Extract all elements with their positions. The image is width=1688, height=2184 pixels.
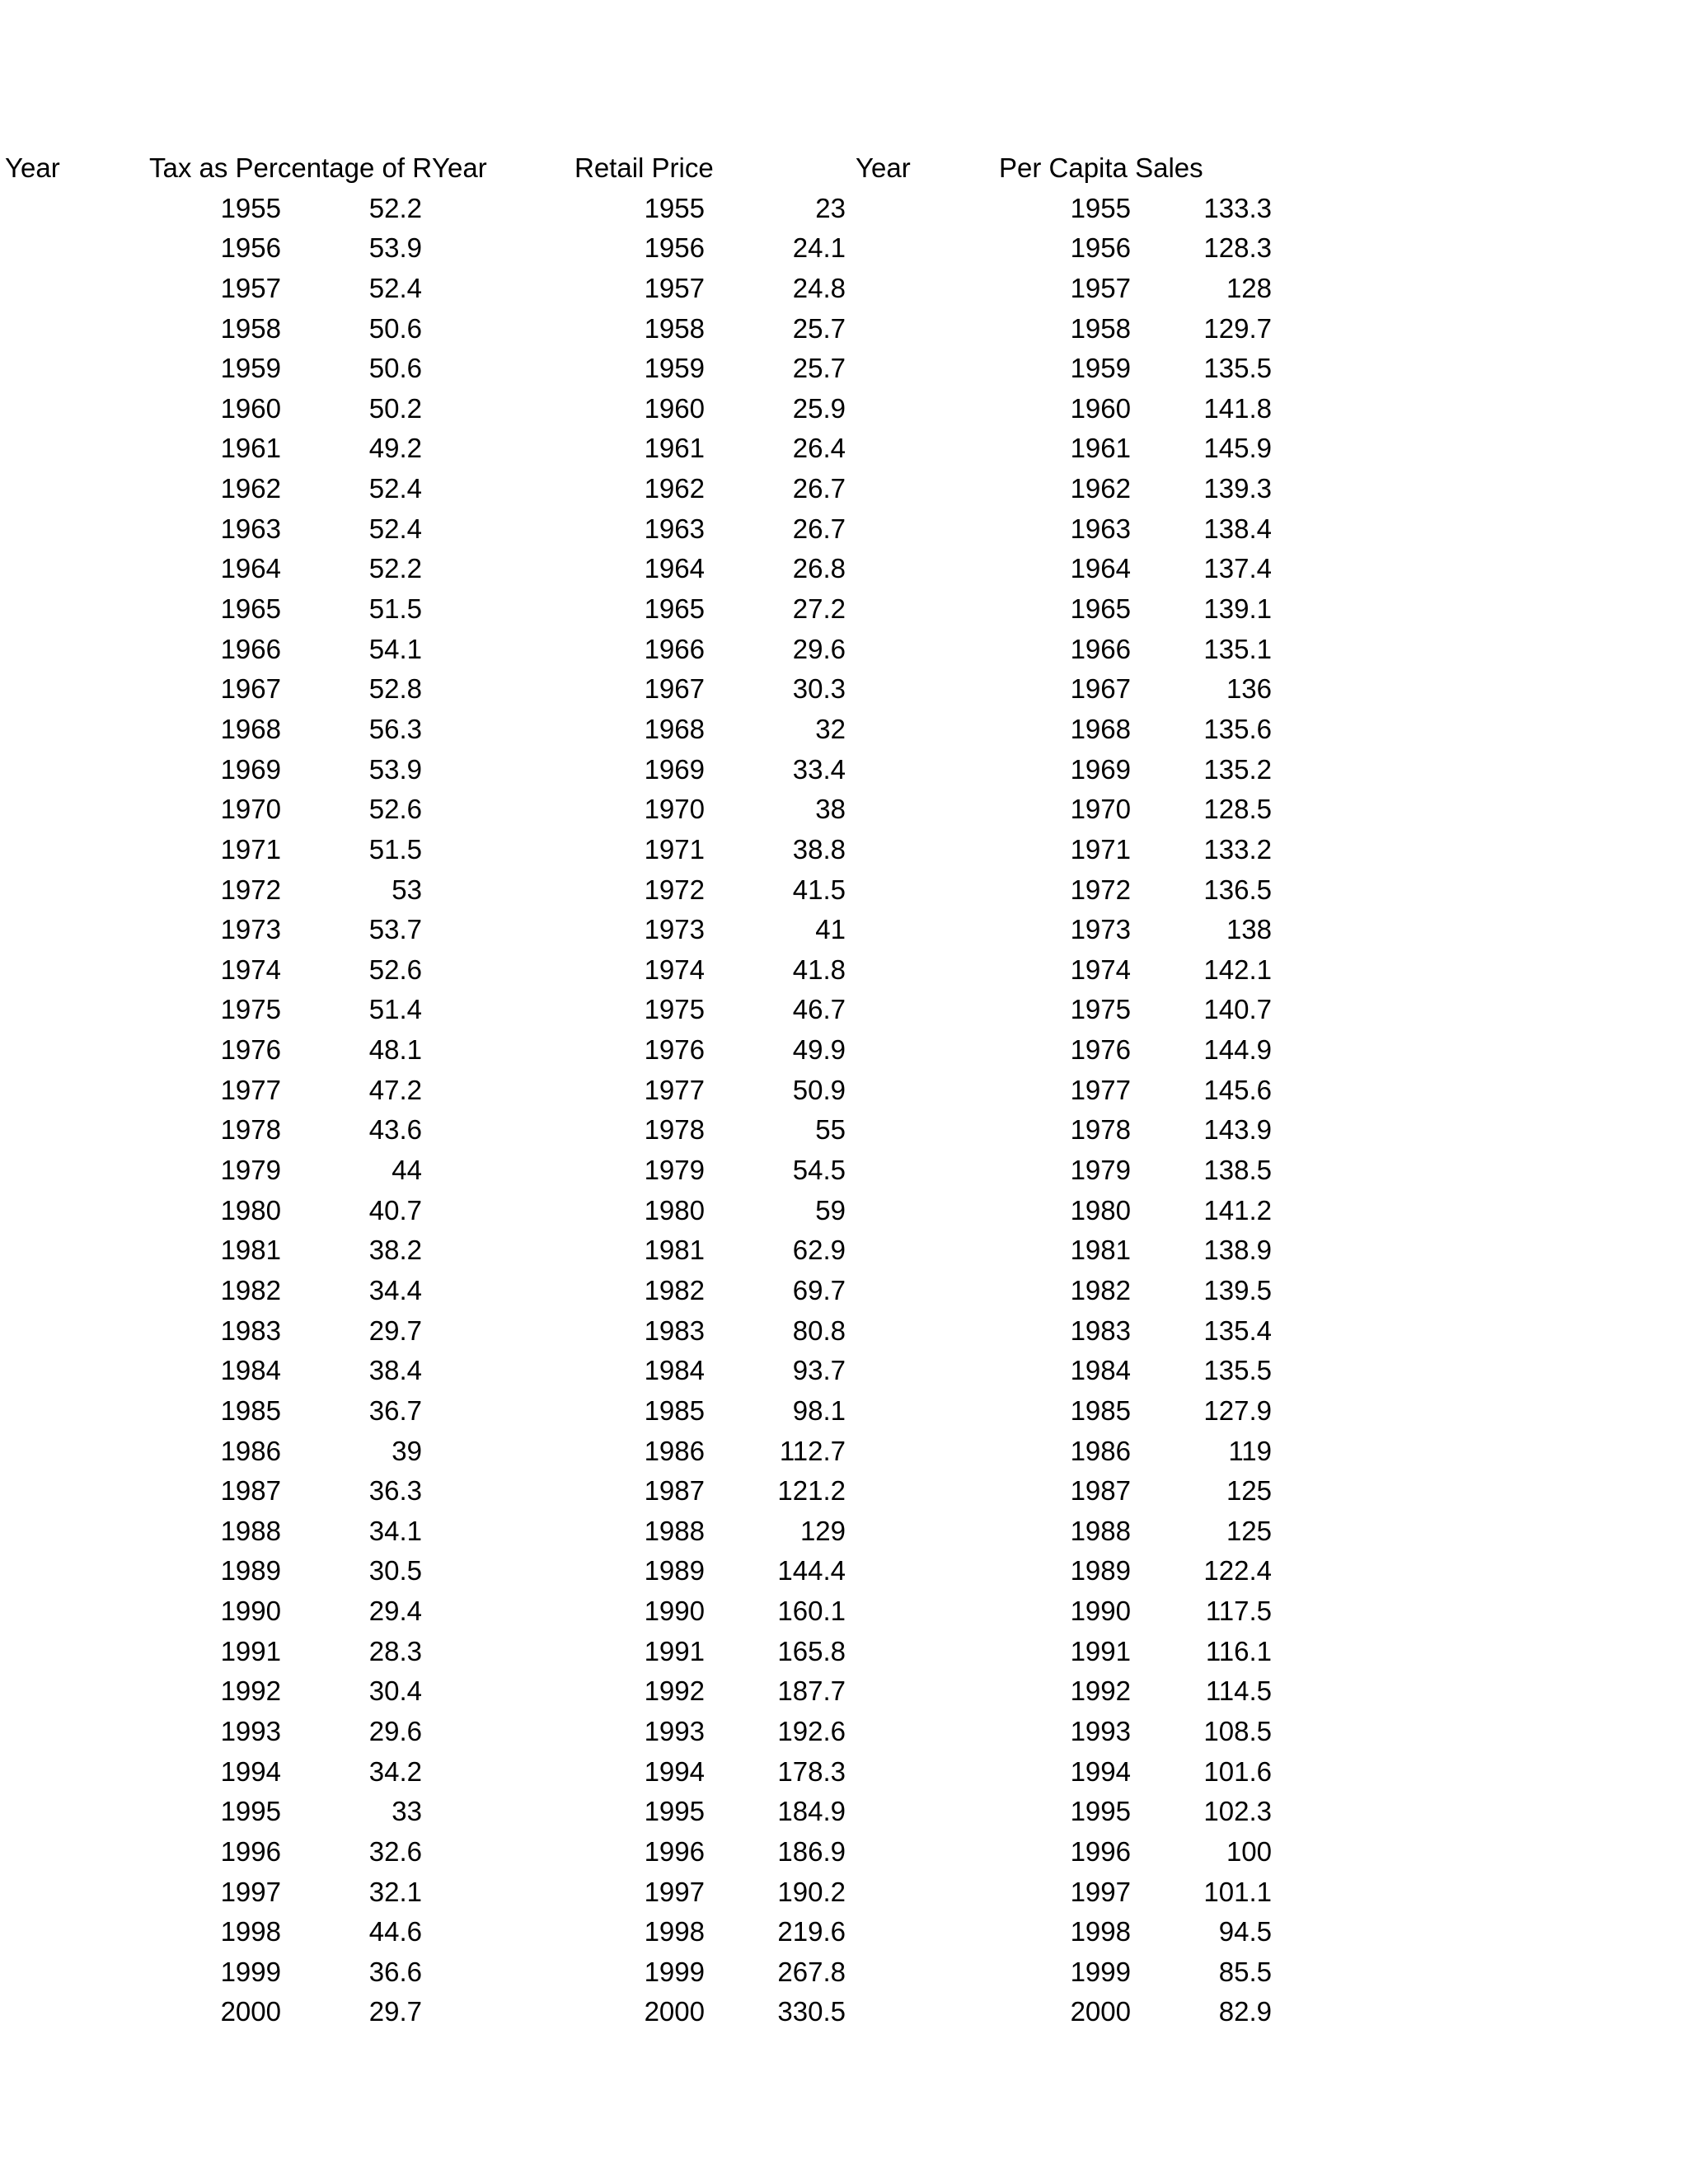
retail-price-cell: 38 <box>815 794 846 825</box>
tax-percentage-cell: 51.5 <box>368 593 422 625</box>
year-cell: 1960 <box>220 392 281 424</box>
year-cell: 1991 <box>644 1635 705 1666</box>
per-capita-sales-cell: 82.9 <box>1218 1996 1272 2027</box>
retail-price-cell: 144.4 <box>777 1555 846 1586</box>
retail-price-cell: 25.9 <box>792 392 846 424</box>
year-cell: 1996 <box>220 1835 281 1867</box>
year-cell: 1964 <box>644 553 705 584</box>
tax-percentage-cell: 36.3 <box>368 1475 422 1507</box>
tax-percentage-cell: 52.4 <box>368 513 422 544</box>
year-cell: 1969 <box>644 753 705 785</box>
retail-price-cell: 62.9 <box>792 1235 846 1266</box>
per-capita-sales-cell: 102.3 <box>1203 1796 1272 1827</box>
header-per-capita-sales: Per Capita Sales <box>999 152 1203 183</box>
year-cell: 1993 <box>220 1715 281 1746</box>
per-capita-sales-cell: 128.3 <box>1203 232 1272 264</box>
year-cell: 1997 <box>1070 1876 1131 1907</box>
per-capita-sales-cell: 114.5 <box>1205 1675 1272 1707</box>
tax-percentage-cell: 52.2 <box>368 192 422 223</box>
retail-price-cell: 32 <box>815 713 846 744</box>
year-cell: 1960 <box>1070 392 1131 424</box>
retail-price-cell: 59 <box>815 1194 846 1226</box>
year-cell: 1986 <box>644 1435 705 1466</box>
retail-price-cell: 27.2 <box>792 593 846 625</box>
year-cell: 1969 <box>1070 753 1131 785</box>
tax-percentage-cell: 47.2 <box>368 1074 422 1105</box>
year-cell: 1987 <box>644 1475 705 1507</box>
per-capita-sales-cell: 137.4 <box>1203 553 1272 584</box>
retail-price-cell: 187.7 <box>777 1675 846 1707</box>
tax-percentage-cell: 53.9 <box>368 753 422 785</box>
retail-price-cell: 330.5 <box>777 1996 846 2027</box>
year-cell: 1957 <box>1070 272 1131 303</box>
tax-percentage-cell: 36.7 <box>368 1394 422 1426</box>
year-cell: 1972 <box>644 874 705 905</box>
year-cell: 1964 <box>220 553 281 584</box>
year-cell: 1961 <box>220 433 281 464</box>
per-capita-sales-cell: 101.1 <box>1203 1876 1272 1907</box>
year-cell: 1959 <box>220 353 281 384</box>
retail-price-cell: 93.7 <box>792 1355 846 1386</box>
tax-percentage-cell: 30.5 <box>368 1555 422 1586</box>
year-cell: 1986 <box>1070 1435 1131 1466</box>
year-cell: 1975 <box>220 994 281 1025</box>
year-cell: 1990 <box>220 1596 281 1627</box>
tax-percentage-cell: 29.7 <box>368 1315 422 1346</box>
year-cell: 1999 <box>1070 1956 1131 1987</box>
year-cell: 1963 <box>1070 513 1131 544</box>
per-capita-sales-cell: 138.9 <box>1203 1235 1272 1266</box>
per-capita-sales-cell: 128.5 <box>1203 794 1272 825</box>
year-cell: 1958 <box>644 312 705 344</box>
per-capita-sales-cell: 101.6 <box>1203 1755 1272 1787</box>
retail-price-cell: 24.1 <box>792 232 846 264</box>
year-cell: 1956 <box>644 232 705 264</box>
retail-price-cell: 69.7 <box>792 1274 846 1305</box>
data-table <box>0 148 1368 2032</box>
tax-percentage-cell: 28.3 <box>368 1635 422 1666</box>
retail-price-cell: 55 <box>815 1114 846 1146</box>
tax-percentage-cell: 39 <box>392 1435 422 1466</box>
per-capita-sales-cell: 145.9 <box>1203 433 1272 464</box>
tax-percentage-cell: 51.5 <box>368 833 422 865</box>
year-cell: 1981 <box>1070 1235 1131 1266</box>
year-cell: 1965 <box>644 593 705 625</box>
year-cell: 1987 <box>1070 1475 1131 1507</box>
year-cell: 1971 <box>644 833 705 865</box>
tax-percentage-cell: 38.4 <box>368 1355 422 1386</box>
year-cell: 1975 <box>1070 994 1131 1025</box>
year-cell: 1993 <box>1070 1715 1131 1746</box>
year-cell: 1956 <box>220 232 281 264</box>
tax-percentage-cell: 29.4 <box>368 1596 422 1627</box>
per-capita-sales-cell: 108.5 <box>1203 1715 1272 1746</box>
year-cell: 1968 <box>1070 713 1131 744</box>
tax-percentage-cell: 33 <box>392 1796 422 1827</box>
tax-percentage-cell: 53.7 <box>368 914 422 945</box>
year-cell: 1956 <box>1070 232 1131 264</box>
retail-price-cell: 49.9 <box>792 1034 846 1066</box>
year-cell: 1977 <box>220 1074 281 1105</box>
per-capita-sales-cell: 139.3 <box>1203 473 1272 504</box>
tax-percentage-cell: 52.6 <box>368 954 422 985</box>
year-cell: 1995 <box>1070 1796 1131 1827</box>
tax-percentage-cell: 50.2 <box>368 392 422 424</box>
year-cell: 1968 <box>220 713 281 744</box>
header-year-1: Year <box>5 152 60 183</box>
retail-price-cell: 23 <box>815 192 846 223</box>
year-cell: 1979 <box>220 1155 281 1186</box>
tax-percentage-cell: 44 <box>392 1155 422 1186</box>
year-cell: 1969 <box>220 753 281 785</box>
tax-percentage-cell: 52.6 <box>368 794 422 825</box>
year-cell: 1981 <box>220 1235 281 1266</box>
year-cell: 1995 <box>644 1796 705 1827</box>
per-capita-sales-cell: 133.2 <box>1203 833 1272 865</box>
year-cell: 1965 <box>1070 593 1131 625</box>
year-cell: 1988 <box>644 1515 705 1546</box>
per-capita-sales-cell: 135.4 <box>1203 1315 1272 1346</box>
year-cell: 1998 <box>1070 1916 1131 1947</box>
year-cell: 1980 <box>220 1194 281 1226</box>
year-cell: 1970 <box>220 794 281 825</box>
retail-price-cell: 190.2 <box>777 1876 846 1907</box>
year-cell: 1992 <box>1070 1675 1131 1707</box>
per-capita-sales-cell: 145.6 <box>1203 1074 1272 1105</box>
tax-percentage-cell: 44.6 <box>368 1916 422 1947</box>
year-cell: 1994 <box>1070 1755 1131 1787</box>
tax-percentage-cell: 29.7 <box>368 1996 422 2027</box>
year-cell: 1963 <box>220 513 281 544</box>
year-cell: 1990 <box>644 1596 705 1627</box>
year-cell: 1966 <box>644 633 705 664</box>
retail-price-cell: 121.2 <box>777 1475 846 1507</box>
year-cell: 1964 <box>1070 553 1131 584</box>
year-cell: 1989 <box>220 1555 281 1586</box>
per-capita-sales-cell: 125 <box>1226 1475 1272 1507</box>
tax-percentage-cell: 34.1 <box>368 1515 422 1546</box>
year-cell: 1983 <box>220 1315 281 1346</box>
year-cell: 1996 <box>644 1835 705 1867</box>
year-cell: 1972 <box>1070 874 1131 905</box>
retail-price-cell: 186.9 <box>777 1835 846 1867</box>
retail-price-cell: 33.4 <box>792 753 846 785</box>
per-capita-sales-cell: 138.5 <box>1203 1155 1272 1186</box>
year-cell: 1976 <box>644 1034 705 1066</box>
year-cell: 1983 <box>1070 1315 1131 1346</box>
per-capita-sales-cell: 122.4 <box>1203 1555 1272 1586</box>
tax-percentage-cell: 38.2 <box>368 1235 422 1266</box>
tax-percentage-cell: 43.6 <box>368 1114 422 1146</box>
retail-price-cell: 98.1 <box>792 1394 846 1426</box>
tax-percentage-cell: 50.6 <box>368 312 422 344</box>
year-cell: 1998 <box>220 1916 281 1947</box>
tax-percentage-cell: 32.1 <box>368 1876 422 1907</box>
year-cell: 1959 <box>1070 353 1131 384</box>
per-capita-sales-cell: 128 <box>1226 272 1272 303</box>
year-cell: 1960 <box>644 392 705 424</box>
year-cell: 1988 <box>1070 1515 1131 1546</box>
retail-price-cell: 165.8 <box>777 1635 846 1666</box>
retail-price-cell: 219.6 <box>777 1916 846 1947</box>
year-cell: 1961 <box>1070 433 1131 464</box>
year-cell: 1991 <box>220 1635 281 1666</box>
retail-price-cell: 25.7 <box>792 353 846 384</box>
year-cell: 1995 <box>220 1796 281 1827</box>
year-cell: 1973 <box>1070 914 1131 945</box>
year-cell: 1970 <box>1070 794 1131 825</box>
year-cell: 1993 <box>644 1715 705 1746</box>
year-cell: 1977 <box>1070 1074 1131 1105</box>
tax-percentage-cell: 52.2 <box>368 553 422 584</box>
year-cell: 1973 <box>644 914 705 945</box>
year-cell: 1997 <box>220 1876 281 1907</box>
per-capita-sales-cell: 125 <box>1226 1515 1272 1546</box>
per-capita-sales-cell: 139.5 <box>1203 1274 1272 1305</box>
year-cell: 1968 <box>644 713 705 744</box>
year-cell: 2000 <box>220 1996 281 2027</box>
retail-price-cell: 25.7 <box>792 312 846 344</box>
per-capita-sales-cell: 135.5 <box>1203 353 1272 384</box>
year-cell: 1994 <box>220 1755 281 1787</box>
per-capita-sales-cell: 138 <box>1226 914 1272 945</box>
retail-price-cell: 267.8 <box>777 1956 846 1987</box>
tax-percentage-cell: 52.8 <box>368 673 422 705</box>
year-cell: 1957 <box>644 272 705 303</box>
retail-price-cell: 26.8 <box>792 553 846 584</box>
retail-price-cell: 38.8 <box>792 833 846 865</box>
header-year-3: Year <box>856 152 911 183</box>
per-capita-sales-cell: 141.2 <box>1203 1194 1272 1226</box>
retail-price-cell: 30.3 <box>792 673 846 705</box>
year-cell: 1984 <box>220 1355 281 1386</box>
year-cell: 1978 <box>220 1114 281 1146</box>
year-cell: 1979 <box>644 1155 705 1186</box>
year-cell: 1999 <box>220 1956 281 1987</box>
year-cell: 1976 <box>220 1034 281 1066</box>
retail-price-cell: 41.5 <box>792 874 846 905</box>
year-cell: 1982 <box>220 1274 281 1305</box>
year-cell: 1972 <box>220 874 281 905</box>
retail-price-cell: 29.6 <box>792 633 846 664</box>
retail-price-cell: 54.5 <box>792 1155 846 1186</box>
tax-percentage-cell: 52.4 <box>368 473 422 504</box>
year-cell: 1967 <box>644 673 705 705</box>
year-cell: 1989 <box>1070 1555 1131 1586</box>
per-capita-sales-cell: 129.7 <box>1203 312 1272 344</box>
tax-percentage-cell: 56.3 <box>368 713 422 744</box>
year-cell: 1966 <box>1070 633 1131 664</box>
year-cell: 1970 <box>644 794 705 825</box>
year-cell: 1958 <box>220 312 281 344</box>
per-capita-sales-cell: 127.9 <box>1203 1394 1272 1426</box>
year-cell: 1963 <box>644 513 705 544</box>
year-cell: 1998 <box>644 1916 705 1947</box>
per-capita-sales-cell: 116.1 <box>1205 1635 1272 1666</box>
retail-price-cell: 129 <box>799 1515 846 1546</box>
year-cell: 1982 <box>644 1274 705 1305</box>
per-capita-sales-cell: 94.5 <box>1218 1916 1272 1947</box>
year-cell: 2000 <box>1070 1996 1131 2027</box>
year-cell: 1955 <box>220 192 281 223</box>
year-cell: 1975 <box>644 994 705 1025</box>
year-cell: 1991 <box>1070 1635 1131 1666</box>
year-cell: 1983 <box>644 1315 705 1346</box>
year-cell: 1988 <box>220 1515 281 1546</box>
retail-price-cell: 80.8 <box>792 1315 846 1346</box>
year-cell: 1984 <box>1070 1355 1131 1386</box>
year-cell: 1994 <box>644 1755 705 1787</box>
year-cell: 1967 <box>1070 673 1131 705</box>
per-capita-sales-cell: 143.9 <box>1203 1114 1272 1146</box>
year-cell: 1979 <box>1070 1155 1131 1186</box>
retail-price-cell: 192.6 <box>777 1715 846 1746</box>
retail-price-cell: 184.9 <box>777 1796 846 1827</box>
year-cell: 1990 <box>1070 1596 1131 1627</box>
year-cell: 1962 <box>1070 473 1131 504</box>
year-cell: 1974 <box>644 954 705 985</box>
per-capita-sales-cell: 135.2 <box>1203 753 1272 785</box>
tax-percentage-cell: 34.4 <box>368 1274 422 1305</box>
retail-price-cell: 112.7 <box>779 1435 846 1466</box>
per-capita-sales-cell: 138.4 <box>1203 513 1272 544</box>
year-cell: 1997 <box>644 1876 705 1907</box>
retail-price-cell: 46.7 <box>792 994 846 1025</box>
year-cell: 1961 <box>644 433 705 464</box>
retail-price-cell: 178.3 <box>777 1755 846 1787</box>
year-cell: 1966 <box>220 633 281 664</box>
year-cell: 1978 <box>1070 1114 1131 1146</box>
tax-percentage-cell: 30.4 <box>368 1675 422 1707</box>
year-cell: 1959 <box>644 353 705 384</box>
year-cell: 1955 <box>644 192 705 223</box>
per-capita-sales-cell: 135.6 <box>1203 713 1272 744</box>
tax-percentage-cell: 53 <box>392 874 422 905</box>
year-cell: 1967 <box>220 673 281 705</box>
retail-price-cell: 26.7 <box>792 513 846 544</box>
tax-percentage-cell: 29.6 <box>368 1715 422 1746</box>
year-cell: 1957 <box>220 272 281 303</box>
year-cell: 1974 <box>1070 954 1131 985</box>
per-capita-sales-cell: 142.1 <box>1203 954 1272 985</box>
year-cell: 1955 <box>1070 192 1131 223</box>
per-capita-sales-cell: 85.5 <box>1218 1956 1272 1987</box>
year-cell: 1986 <box>220 1435 281 1466</box>
year-cell: 1971 <box>220 833 281 865</box>
year-cell: 1977 <box>644 1074 705 1105</box>
year-cell: 1992 <box>644 1675 705 1707</box>
year-cell: 1999 <box>644 1956 705 1987</box>
retail-price-cell: 26.4 <box>792 433 846 464</box>
year-cell: 1985 <box>644 1394 705 1426</box>
year-cell: 1980 <box>644 1194 705 1226</box>
tax-percentage-cell: 34.2 <box>368 1755 422 1787</box>
tax-percentage-cell: 53.9 <box>368 232 422 264</box>
per-capita-sales-cell: 119 <box>1228 1435 1272 1466</box>
retail-price-cell: 26.7 <box>792 473 846 504</box>
retail-price-cell: 50.9 <box>792 1074 846 1105</box>
year-cell: 2000 <box>644 1996 705 2027</box>
year-cell: 1958 <box>1070 312 1131 344</box>
per-capita-sales-cell: 136 <box>1226 673 1272 705</box>
year-cell: 1989 <box>644 1555 705 1586</box>
per-capita-sales-cell: 117.5 <box>1205 1596 1272 1627</box>
retail-price-cell: 41.8 <box>792 954 846 985</box>
tax-percentage-cell: 32.6 <box>368 1835 422 1867</box>
year-cell: 1992 <box>220 1675 281 1707</box>
year-cell: 1984 <box>644 1355 705 1386</box>
retail-price-cell: 24.8 <box>792 272 846 303</box>
year-cell: 1971 <box>1070 833 1131 865</box>
year-cell: 1962 <box>220 473 281 504</box>
year-cell: 1978 <box>644 1114 705 1146</box>
per-capita-sales-cell: 133.3 <box>1203 192 1272 223</box>
tax-percentage-cell: 36.6 <box>368 1956 422 1987</box>
year-cell: 1985 <box>220 1394 281 1426</box>
per-capita-sales-cell: 100 <box>1226 1835 1272 1867</box>
header-retail-price: Retail Price <box>574 152 714 183</box>
tax-percentage-cell: 52.4 <box>368 272 422 303</box>
year-cell: 1980 <box>1070 1194 1131 1226</box>
tax-percentage-cell: 54.1 <box>368 633 422 664</box>
per-capita-sales-cell: 141.8 <box>1203 392 1272 424</box>
per-capita-sales-cell: 140.7 <box>1203 994 1272 1025</box>
header-tax-percentage: Tax as Percentage of R <box>149 152 433 183</box>
per-capita-sales-cell: 144.9 <box>1203 1034 1272 1066</box>
retail-price-cell: 160.1 <box>777 1596 846 1627</box>
tax-percentage-cell: 40.7 <box>368 1194 422 1226</box>
per-capita-sales-cell: 135.1 <box>1203 633 1272 664</box>
year-cell: 1962 <box>644 473 705 504</box>
year-cell: 1973 <box>220 914 281 945</box>
year-cell: 1987 <box>220 1475 281 1507</box>
year-cell: 1996 <box>1070 1835 1131 1867</box>
year-cell: 1974 <box>220 954 281 985</box>
header-year-2: Year <box>432 152 487 183</box>
year-cell: 1981 <box>644 1235 705 1266</box>
year-cell: 1985 <box>1070 1394 1131 1426</box>
tax-percentage-cell: 48.1 <box>368 1034 422 1066</box>
per-capita-sales-cell: 135.5 <box>1203 1355 1272 1386</box>
tax-percentage-cell: 49.2 <box>368 433 422 464</box>
year-cell: 1965 <box>220 593 281 625</box>
tax-percentage-cell: 51.4 <box>368 994 422 1025</box>
per-capita-sales-cell: 136.5 <box>1203 874 1272 905</box>
year-cell: 1982 <box>1070 1274 1131 1305</box>
year-cell: 1976 <box>1070 1034 1131 1066</box>
tax-percentage-cell: 50.6 <box>368 353 422 384</box>
per-capita-sales-cell: 139.1 <box>1203 593 1272 625</box>
retail-price-cell: 41 <box>815 914 846 945</box>
